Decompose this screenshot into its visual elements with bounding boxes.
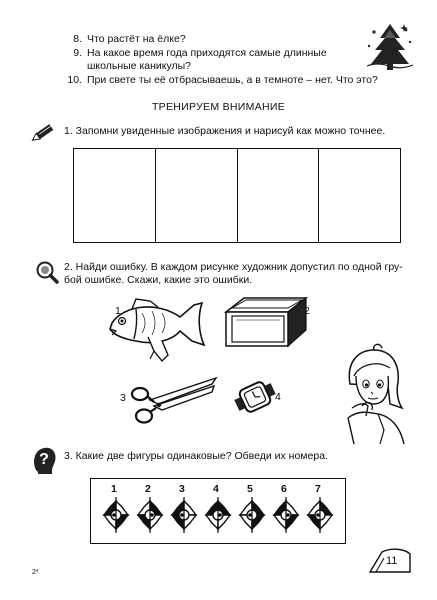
figure-number[interactable]: 5 — [247, 483, 253, 495]
footer-mark: 2* — [32, 569, 39, 576]
figure-number[interactable]: 3 — [179, 483, 185, 495]
figure-number[interactable]: 7 — [315, 483, 321, 495]
figure-5 — [238, 495, 266, 535]
figure-number[interactable]: 4 — [213, 483, 219, 495]
scissors-picture — [128, 374, 218, 428]
girl-illustration — [338, 346, 410, 446]
page-number: 11 — [386, 555, 398, 567]
question-text: На какое время года приходятся самые длинные — [87, 47, 327, 59]
task-2-line-1: 2. Найди ошибку. В каждом рисунке художник допустил по одной гру- — [64, 261, 403, 273]
drawing-area — [73, 148, 401, 243]
question-text: Что растёт на ёлке? — [87, 33, 186, 45]
question-number: 8. — [73, 33, 82, 45]
question-number: 9. — [73, 47, 82, 59]
section-title: ТРЕНИРУЕМ ВНИМАНИЕ — [151, 101, 286, 113]
magnifier-icon — [34, 260, 60, 284]
question-9-continuation: школьные каникулы? — [87, 60, 192, 72]
figure-3 — [170, 495, 198, 535]
drawing-box[interactable] — [238, 149, 320, 242]
figure-2 — [136, 495, 164, 535]
question-text: При свете ты её отбрасываешь, а в темноте – нет. Что это? — [87, 74, 378, 86]
picture-label-3: 3 — [120, 392, 126, 404]
figure-number[interactable]: 1 — [111, 483, 117, 495]
tree-icon — [366, 22, 414, 72]
figure-number[interactable]: 2 — [145, 483, 151, 495]
question-10 — [62, 74, 378, 87]
figure-number[interactable]: 6 — [281, 483, 287, 495]
svg-text:?: ? — [39, 451, 49, 468]
drawing-box[interactable] — [319, 149, 400, 242]
figure-1 — [102, 495, 130, 535]
matchbox-picture — [222, 294, 312, 352]
watch-picture — [233, 376, 277, 418]
question-number: 10. — [67, 74, 82, 86]
figure-4 — [204, 495, 232, 535]
task-1-text: 1. Запомни увиденные изображения и нарисуй как можно точнее. — [64, 125, 386, 137]
drawing-box[interactable] — [74, 149, 156, 242]
figure-6 — [272, 495, 300, 535]
picture-label-4: 4 — [275, 391, 281, 403]
question-9 — [62, 47, 327, 60]
picture-label-1: 1 — [115, 305, 121, 317]
fish-picture — [102, 295, 214, 365]
picture-label-2: 2 — [304, 305, 310, 317]
pencil-icon — [33, 121, 57, 143]
question-8 — [62, 33, 186, 46]
task-2-line-2: бой ошибке. Скажи, какие это ошибки. — [64, 274, 253, 286]
drawing-box[interactable] — [156, 149, 238, 242]
figure-7 — [306, 495, 334, 535]
question-head-icon — [30, 444, 58, 474]
task-3-text: 3. Какие две фигуры одинаковые? Обведи их номера. — [64, 450, 328, 462]
